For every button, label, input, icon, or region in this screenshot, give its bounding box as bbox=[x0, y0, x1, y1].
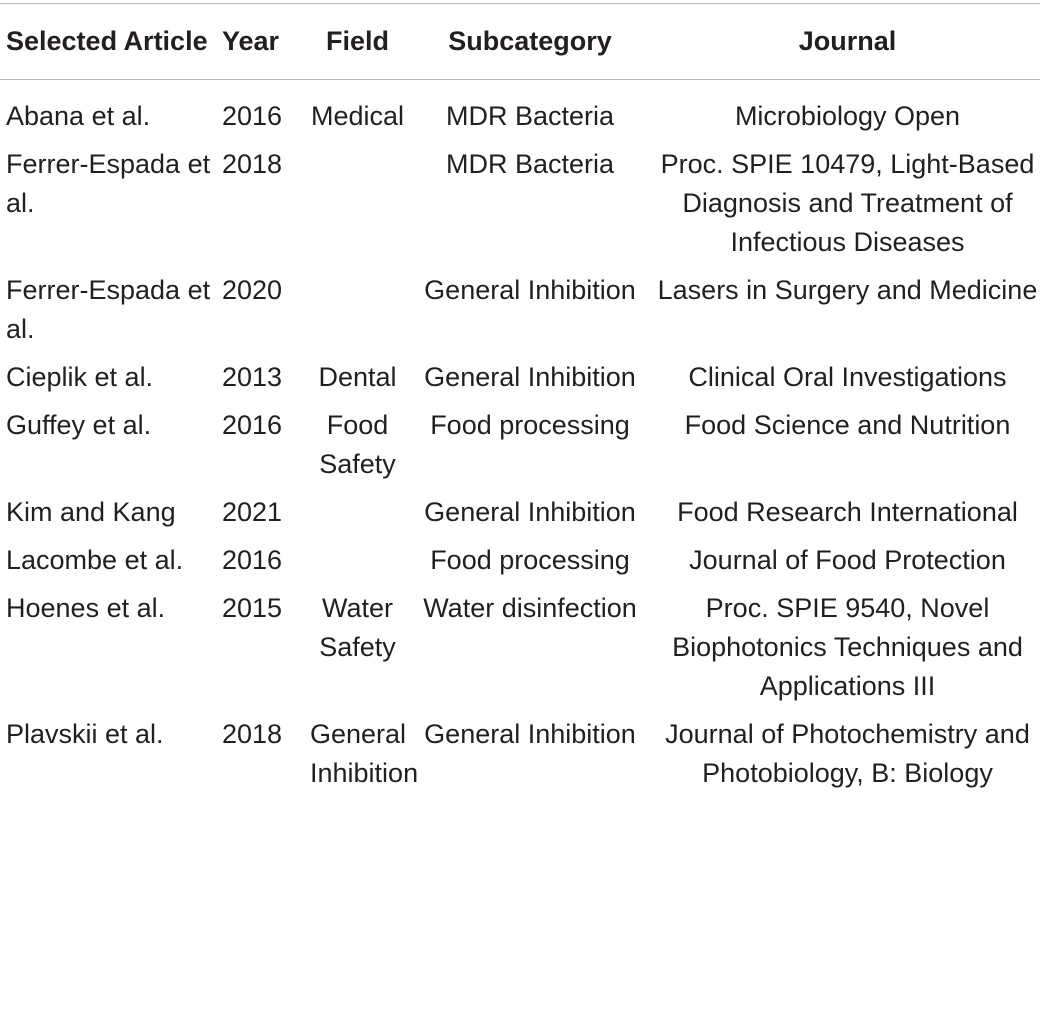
cell-journal: Journal of Food Protection bbox=[689, 545, 1006, 575]
cell-journal: Microbiology Open bbox=[734, 101, 961, 131]
cell-field bbox=[310, 271, 405, 358]
cell-year: 2018 bbox=[222, 719, 283, 749]
cell-subcategory: MDR Bacteria bbox=[445, 149, 615, 179]
cell-year: 2021 bbox=[222, 497, 283, 527]
table-row bbox=[0, 589, 1040, 715]
cell-field: General Inhibition bbox=[310, 719, 419, 788]
cell-article: Guffey et al. bbox=[6, 410, 152, 440]
cell-year: 2020 bbox=[222, 275, 283, 305]
cell-year: 2016 bbox=[222, 545, 283, 575]
cell-article: Ferrer-Espada et al. bbox=[6, 275, 211, 344]
cell-field: Medical bbox=[310, 101, 405, 131]
cell-year: 2015 bbox=[222, 593, 283, 623]
table-row bbox=[0, 80, 1040, 146]
table-row bbox=[0, 145, 1040, 271]
table-row bbox=[0, 271, 1040, 358]
cell-field bbox=[310, 493, 405, 541]
cell-journal: Food Research International bbox=[677, 497, 1018, 527]
header-field: Field bbox=[325, 26, 389, 56]
cell-subcategory: General Inhibition bbox=[424, 719, 636, 749]
cell-article: Plavskii et al. bbox=[6, 719, 164, 749]
cell-year: 2018 bbox=[222, 149, 283, 179]
cell-article: Hoenes et al. bbox=[6, 593, 166, 623]
cell-article: Ferrer-Espada et al. bbox=[6, 149, 211, 218]
cell-field: Food Safety bbox=[319, 410, 396, 479]
cell-article: Cieplik et al. bbox=[6, 362, 154, 392]
header-article: Selected Article bbox=[6, 26, 208, 56]
cell-journal: Lasers in Surgery and Medicine bbox=[657, 275, 1038, 305]
articles-table bbox=[0, 3, 1040, 802]
cell-year: 2016 bbox=[222, 410, 283, 440]
cell-subcategory: General Inhibition bbox=[424, 497, 636, 527]
cell-field: Dental bbox=[318, 362, 397, 392]
cell-article: Kim and Kang bbox=[6, 497, 176, 527]
cell-journal: Food Science and Nutrition bbox=[684, 410, 1011, 440]
cell-journal: Journal of Photochemistry and Photobiology, B: Biology bbox=[665, 719, 1030, 788]
table-row bbox=[0, 406, 1040, 493]
header-journal: Journal bbox=[798, 26, 897, 56]
cell-subcategory: Food processing bbox=[430, 410, 630, 440]
table-body bbox=[0, 80, 1040, 803]
cell-subcategory: MDR Bacteria bbox=[445, 101, 615, 131]
cell-year: 2016 bbox=[222, 101, 283, 131]
cell-article: Abana et al. bbox=[6, 101, 151, 131]
cell-journal: Proc. SPIE 10479, Light-Based Diagnosis and Treatment of Infectious Diseases bbox=[660, 149, 1035, 257]
cell-subcategory: Water disinfection bbox=[423, 593, 637, 623]
table-header bbox=[0, 4, 1040, 80]
cell-field: Water Safety bbox=[319, 593, 396, 662]
cell-field bbox=[310, 145, 405, 271]
table-row bbox=[0, 541, 1040, 589]
cell-article: Lacombe et al. bbox=[6, 545, 184, 575]
cell-subcategory: Food processing bbox=[430, 545, 630, 575]
header-row bbox=[0, 4, 1040, 80]
cell-journal: Proc. SPIE 9540, Novel Biophotonics Techniques and Applications III bbox=[672, 593, 1023, 701]
table-row bbox=[0, 715, 1040, 802]
cell-journal: Clinical Oral Investigations bbox=[688, 362, 1007, 392]
cell-field bbox=[310, 541, 405, 589]
cell-subcategory: General Inhibition bbox=[424, 275, 636, 305]
header-subcategory: Subcategory bbox=[448, 26, 612, 56]
table-row bbox=[0, 493, 1040, 541]
header-year: Year bbox=[222, 26, 280, 56]
table-row bbox=[0, 358, 1040, 406]
cell-year: 2013 bbox=[222, 362, 283, 392]
cell-subcategory: General Inhibition bbox=[424, 362, 636, 392]
